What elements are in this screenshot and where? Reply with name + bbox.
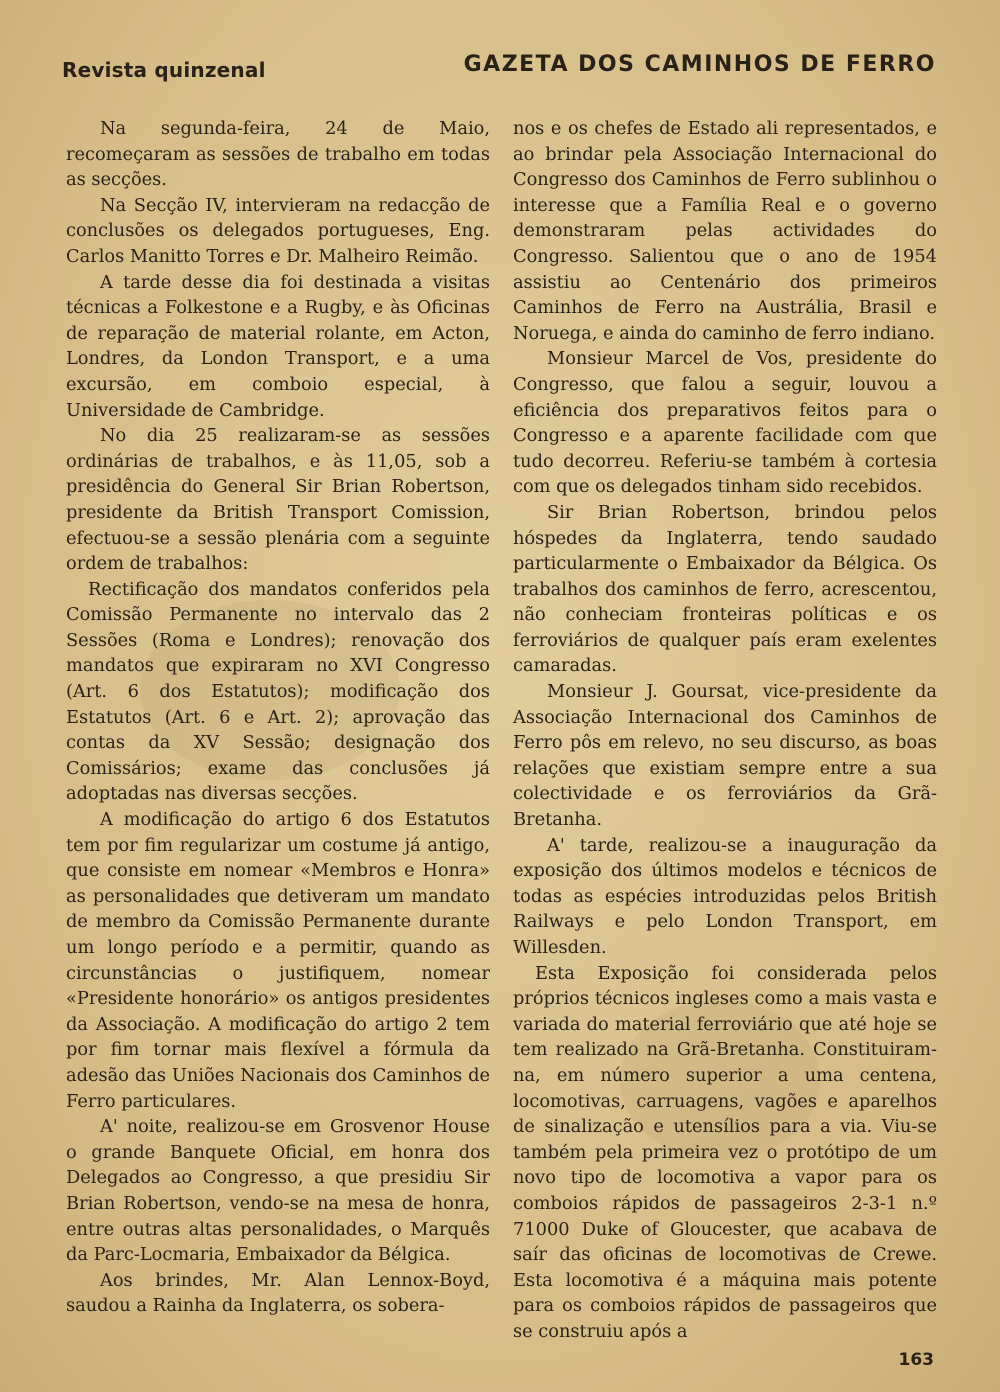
paragraph: nos e os chefes de Estado ali representados, e ao brindar pela Associação Internacional do Congresso dos Caminhos de Ferro sublinhou o interesse que a Família Real e o governo demonstraram pelas actividades do Congresso. Salientou que o ano de 1954 assistiu ao Centenário dos primeiros Caminhos de Ferro na Austrália, Brasil e Noruega, e ainda do caminho de ferro indiano. xyxy=(513,118,937,344)
paragraph: Esta Exposição foi considerada pelos próprios técnicos ingleses como a mais vasta e variada do material ferroviário que até hoje se tem realizado na Grã-Bretanha. Constituiram-na, em número superior a uma centena, locomotivas, carruagens, vagões e aparelhos de sinalização e utensílios para a via. Viu-se também pela primeira vez o protótipo de um novo tipo de locomotiva a vapor para os comboios rápidos de passageiros 2-3-1 n.º 71000 Duke of Gloucester, que acabava de saír das oficinas de locomotivas de Crewe. Esta locomotiva é a máquina mais potente para os comboios rápidos de passageiros que se construiu após a xyxy=(513,962,937,1342)
paragraph: Sir Brian Robertson, brindou pelos hóspedes da Inglaterra, tendo saudado particularmente o Embaixador da Bélgica. Os trabalhos dos caminhos de ferro, acrescentou, não conheciam fronteiras políticas e os ferroviários de qualquer país eram exelentes camaradas. xyxy=(513,501,937,677)
header-publication-title: GAZETA DOS CAMINHOS DE FERRO xyxy=(463,52,936,77)
right-column xyxy=(513,116,937,1345)
paragraph: A' noite, realizou-se em Grosvenor House o grande Banquete Oficial, em honra dos Delegados ao Congresso, a que presidiu Sir Brian Robertson, vendo-se na mesa de honra, entre outras altas personalidades, o Marquês da Parc-Locmaria, Embaixador da Bélgica. xyxy=(66,1116,490,1266)
paragraph: Na segunda-feira, 24 de Maio, recomeçaram as sessões de trabalho em todas as secções. xyxy=(66,118,490,191)
paragraph: Monsieur Marcel de Vos, presidente do Congresso, que falou a seguir, louvou a eficiência dos preparativos feitos para o Congresso e a aparente facilidade com que tudo decorreu. Referiu-se também à cortesia com que os delegados tinham sido recebidos. xyxy=(513,348,937,498)
header-issue-label: Revista quinzenal xyxy=(62,58,266,82)
paragraph: A modificação do artigo 6 dos Estatutos tem por fim regularizar um costume já antigo, que consiste em nomear «Membros e Honra» as personalidades que detiveram um mandato de membro da Comissão Permanente durante um longo período e a permitir, quando as circunstâncias o justifiquem, nomear «Presidente honorário» os antigos presidentes da Associação. A modificação do artigo 2 tem por fim tornar mais flexível a fórmula da adesão das Uniões Nacionais dos Caminhos de Ferro particulares. xyxy=(66,809,490,1112)
paragraph: A tarde desse dia foi destinada a visitas técnicas a Folkestone e a Rugby, e às Oficinas de reparação de material rolante, em Acton, Londres, da London Transport, e a uma excursão, em comboio especial, à Universidade de Cambridge. xyxy=(66,271,490,421)
page-header xyxy=(62,50,936,84)
paragraph: No dia 25 realizaram-se as sessões ordinárias de trabalhos, e às 11,05, sob a presidência do General Sir Brian Robertson, presidente da British Transport Comission, efectuou-se a sessão plenária com a seguinte ordem de trabalhos: xyxy=(66,425,490,575)
paragraph: Na Secção IV, intervieram na redacção de conclusões os delegados portugueses, Eng. Carlos Manitto Torres e Dr. Malheiro Reimão. xyxy=(66,194,490,267)
page-number: 163 xyxy=(898,1350,934,1370)
left-column xyxy=(66,116,490,1319)
paragraph: Rectificação dos mandatos conferidos pela Comissão Permanente no intervalo das 2 Sessões (Roma e Londres); renovação dos mandatos que expiraram no XVI Congresso (Art. 6 dos Estatutos); modificação dos Estatutos (Art. 6 e Art. 2); aprovação das contas da XV Sessão; designação dos Comissários; exame das conclusões já adoptadas nas diversas secções. xyxy=(66,578,490,805)
paragraph: Monsieur J. Goursat, vice-presidente da Associação Internacional dos Caminhos de Ferro pôs em relevo, no seu discurso, as boas relações que existiam sempre entre a sua colectividade e os ferroviários da Grã-Bretanha. xyxy=(513,681,937,831)
paragraph: Aos brindes, Mr. Alan Lennox-Boyd, saudou a Rainha da Inglaterra, os sobera- xyxy=(66,1269,490,1317)
paragraph: A' tarde, realizou-se a inauguração da exposição dos últimos modelos e técnicos de todas as espécies introduzidas pelos British Railways e pelo London Transport, em Willesden. xyxy=(513,834,937,958)
